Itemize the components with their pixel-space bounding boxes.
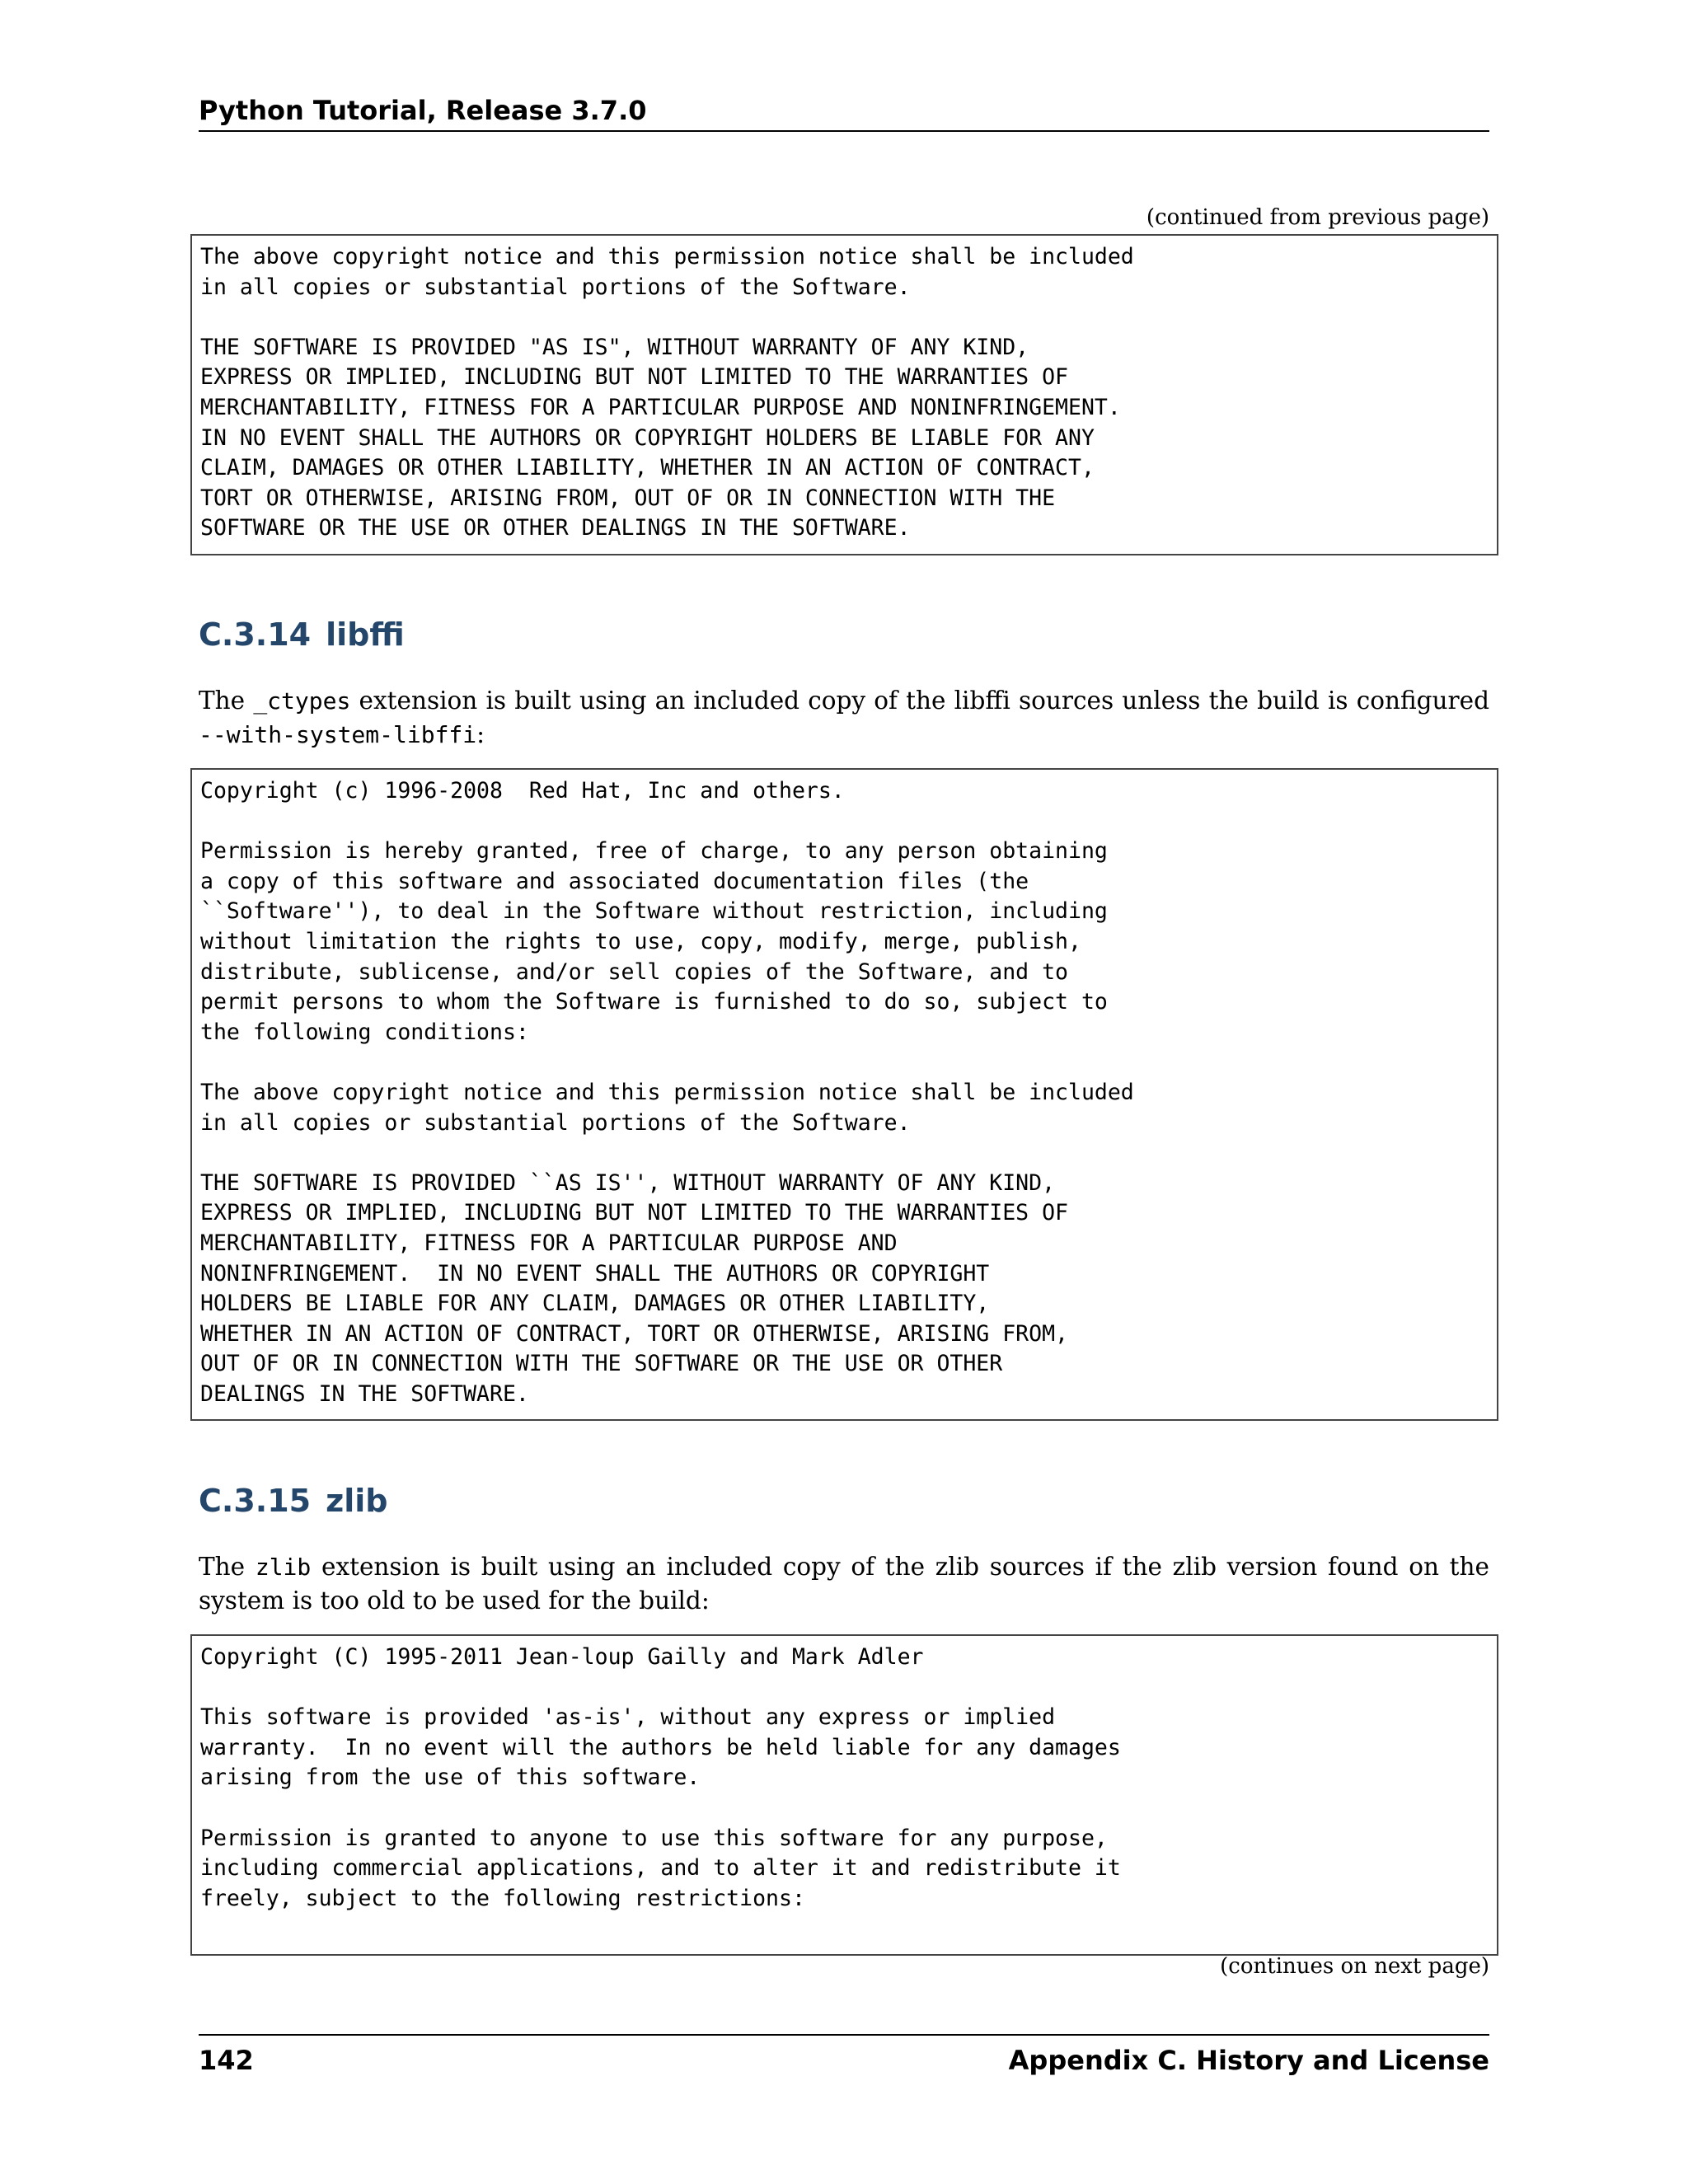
code-block-text: Copyright (c) 1996-2008 Red Hat, Inc and others. Permission is hereby granted, free of charge, to any person obtaining a copy of this software and associated documentation files (the ``Software''), to deal in the Software without restriction, including without limitation the rights to use, copy, modify, merge, publish, distribute, sublicense, and/or sell copies of the Software, and to permit persons to whom the Software is furnished to do so, subject to the following conditions: The above copyright notice and this permission notice shall be included in all copies or substantial portions of the Software. THE SOFTWARE IS PROVIDED ``AS IS'', WITHOUT WARRANTY OF ANY KIND, EXPRESS OR IMPLIED, INCLUDING BUT NOT LIMITED TO THE WARRANTIES OF MERCHANTABILITY, FITNESS FOR A PARTICULAR PURPOSE AND NONINFRINGEMENT. IN NO EVENT SHALL THE AUTHORS OR COPYRIGHT HOLDERS BE LIABLE FOR ANY CLAIM, DAMAGES OR OTHER LIABILITY, WHETHER IN AN ACTION OF CONTRACT, TORT OR OTHERWISE, ARISING FROM, OUT OF OR IN CONNECTION WITH THE SOFTWARE OR THE USE OR OTHER DEALINGS IN THE SOFTWARE.	[200, 778, 1134, 1407]
paragraph-text: The	[199, 687, 254, 715]
code-block-libffi-license	[190, 768, 1498, 1421]
continued-from-note: (continued from previous page)	[1146, 205, 1489, 230]
running-header	[199, 92, 1489, 132]
paragraph-text: The	[199, 1553, 256, 1581]
section-title: zlib	[326, 1483, 388, 1519]
continues-on-note: (continues on next page)	[1220, 1954, 1489, 1979]
section-title: libffi	[326, 616, 405, 653]
paragraph-text: extension is built using an included copy of the zlib sources if the zlib version found on the system is too old to be used for the build:	[199, 1553, 1489, 1615]
section-heading-libffi	[199, 615, 405, 654]
section-number: C.3.14	[199, 616, 312, 653]
running-footer	[199, 2034, 1489, 2079]
code-block-zlib-license	[190, 1634, 1498, 1956]
section-number: C.3.15	[199, 1483, 312, 1519]
libffi-paragraph	[199, 684, 1489, 752]
code-block-text: The above copyright notice and this permission notice shall be included in all copies or substantial portions of the Software. THE SOFTWARE IS PROVIDED "AS IS", WITHOUT WARRANTY OF ANY KIND, EXPRESS OR IMPLIED, INCLUDING BUT NOT LIMITED TO THE WARRANTIES OF MERCHANTABILITY, FITNESS FOR A PARTICULAR PURPOSE AND NONINFRINGEMENT. IN NO EVENT SHALL THE AUTHORS OR COPYRIGHT HOLDERS BE LIABLE FOR ANY CLAIM, DAMAGES OR OTHER LIABILITY, WHETHER IN AN ACTION OF CONTRACT, TORT OR OTHERWISE, ARISING FROM, OUT OF OR IN CONNECTION WITH THE SOFTWARE OR THE USE OR OTHER DEALINGS IN THE SOFTWARE.	[200, 244, 1134, 541]
running-header-title: Python Tutorial, Release 3.7.0	[199, 95, 647, 126]
inline-code: --with-system-libffi	[199, 721, 477, 748]
zlib-paragraph	[199, 1550, 1489, 1617]
paragraph-text: extension is built using an included copy of the libffi sources unless the build is configured	[350, 687, 1489, 715]
inline-code: zlib	[255, 1554, 312, 1581]
code-block-text: Copyright (C) 1995-2011 Jean-loup Gailly and Mark Adler This software is provided 'as-is', without any express or implied warranty. In no event will the authors be held liable for any damages arising from the use of this software. Permission is granted to anyone to use this software for any purpose, including commercial applications, and to alter it and redistribute it freely, subject to the following restrictions:	[200, 1644, 1121, 1911]
page-number: 142	[199, 2045, 254, 2076]
inline-code: _ctypes	[253, 687, 351, 715]
section-heading-zlib	[199, 1481, 387, 1521]
chapter-title: Appendix C. History and License	[1008, 2045, 1489, 2076]
paragraph-text: :	[476, 720, 485, 748]
code-block-license-tail	[190, 234, 1498, 555]
